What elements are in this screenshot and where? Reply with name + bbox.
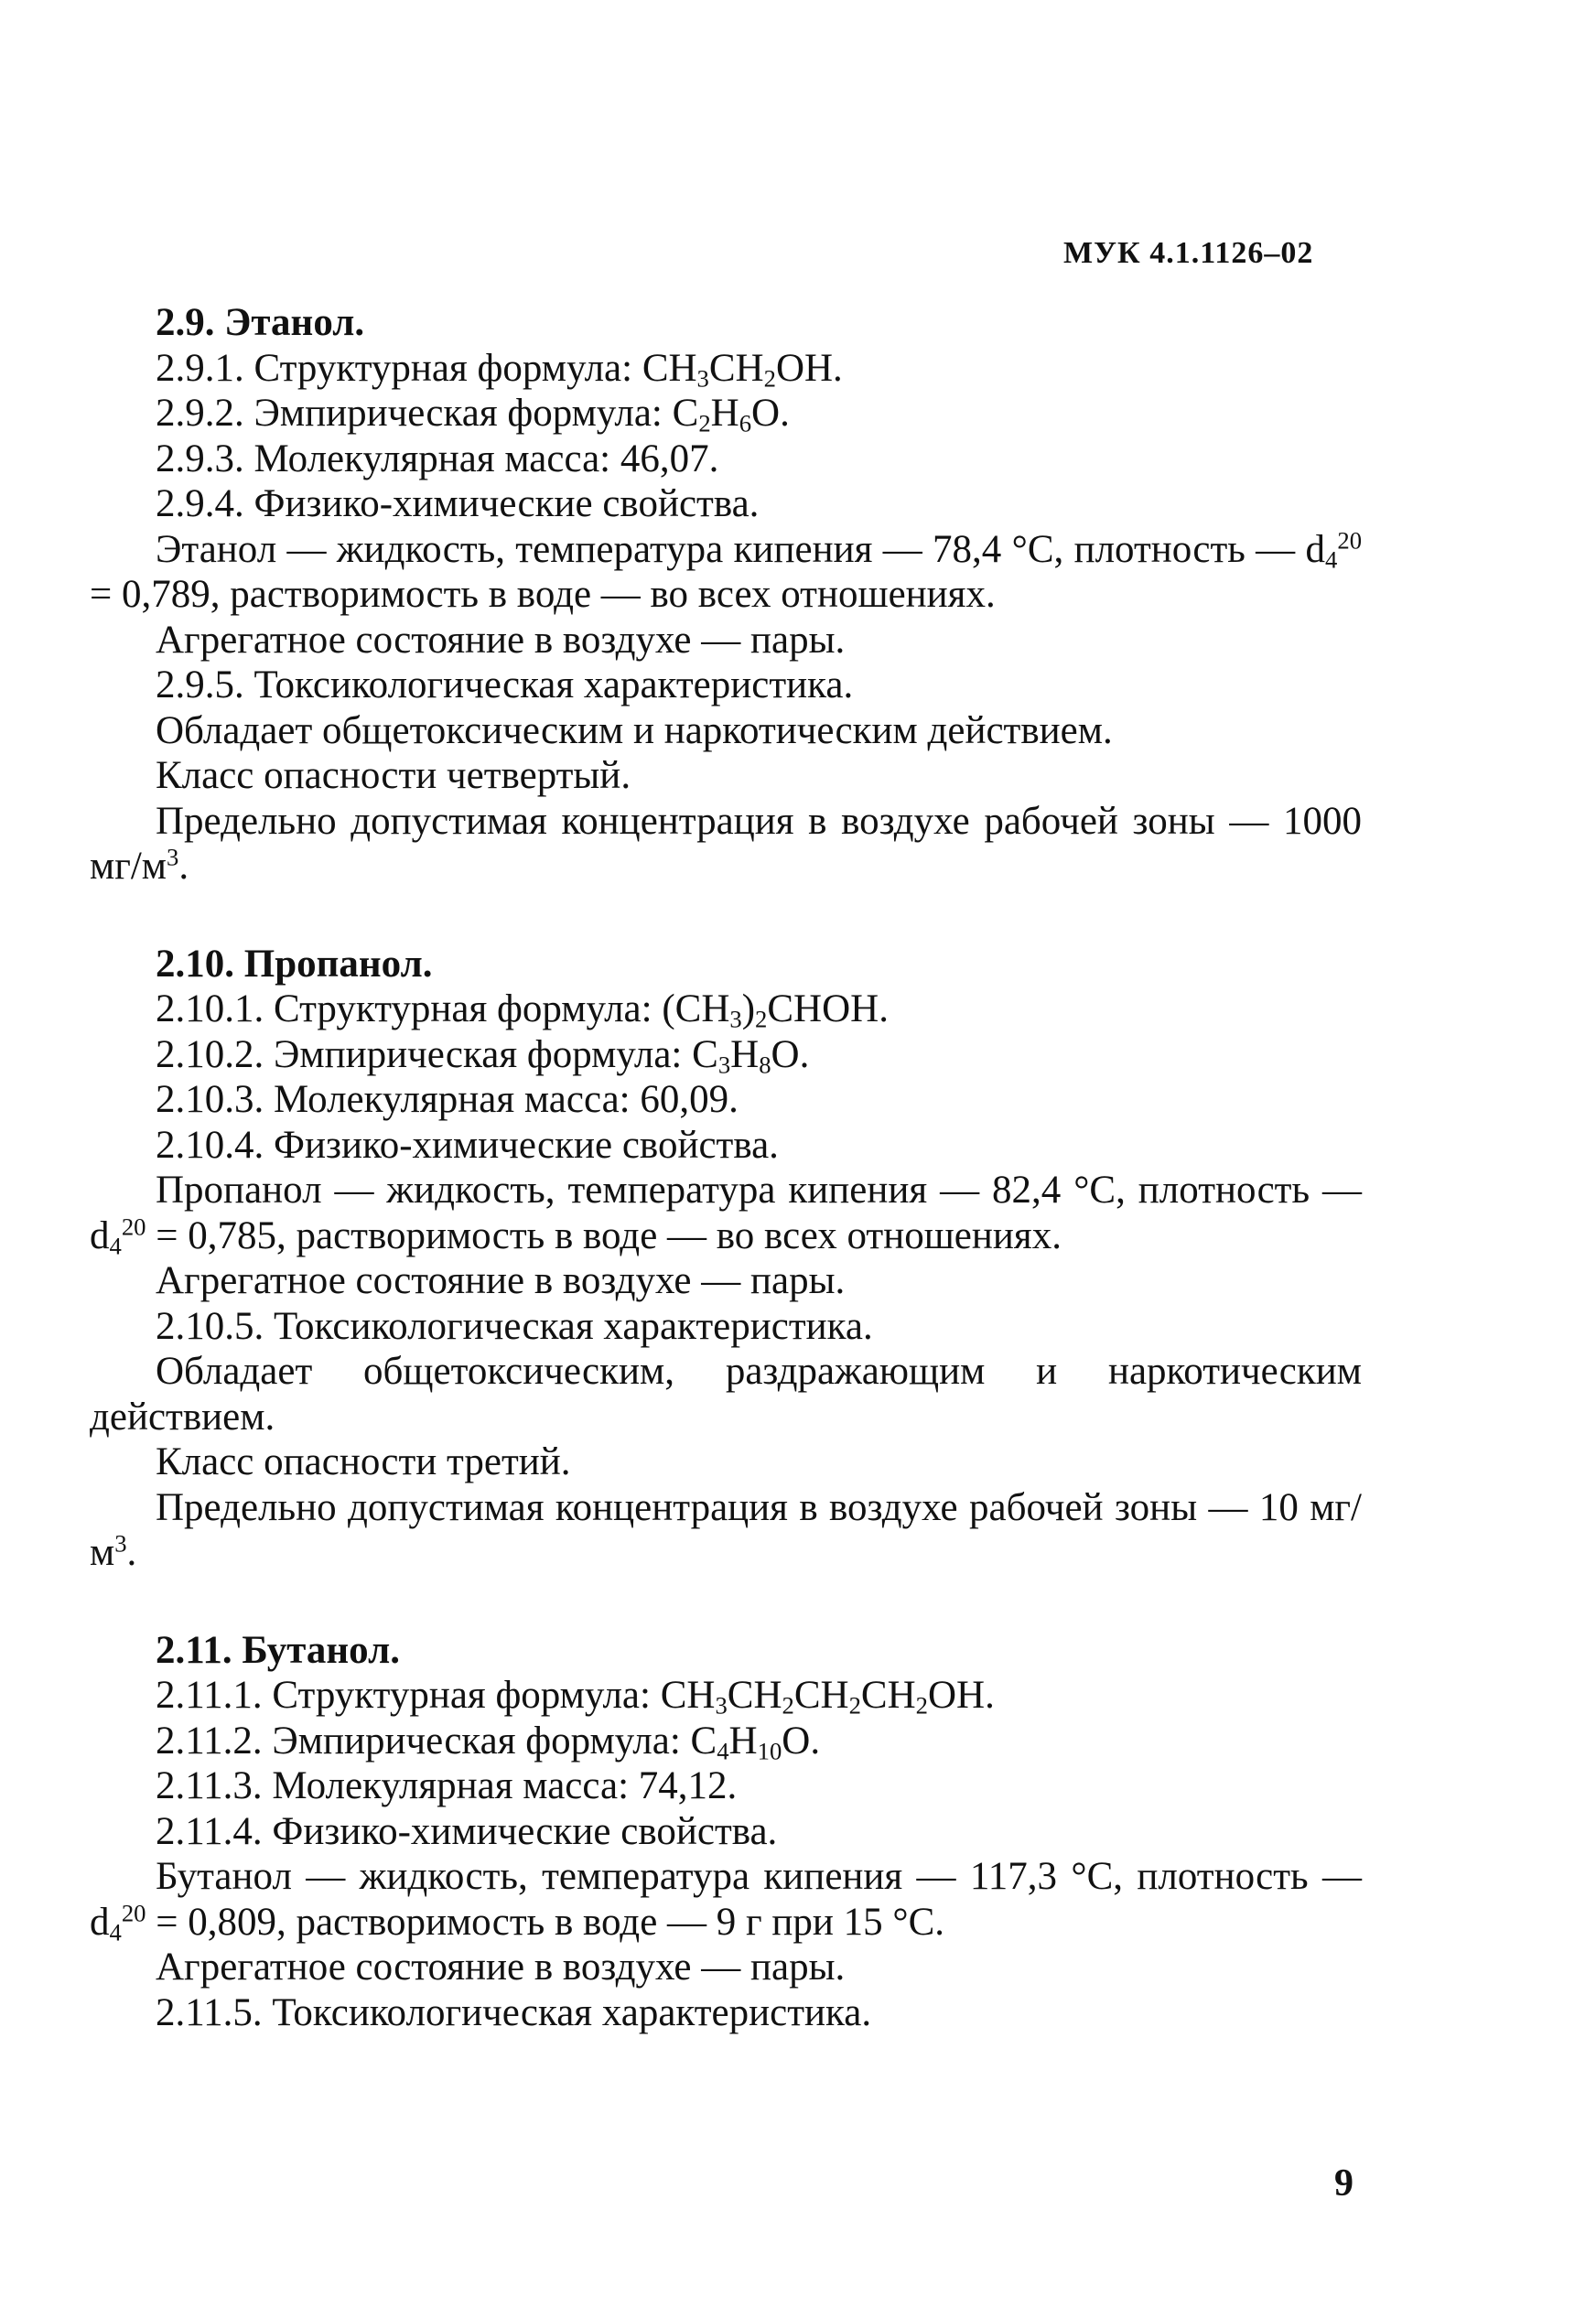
formula-subscript: 3 — [717, 1051, 731, 1079]
formula-part: O. — [751, 392, 790, 435]
formula-subscript: 2 — [782, 1691, 794, 1720]
max-concentration — [90, 799, 1362, 889]
formula-part: C — [690, 1719, 717, 1763]
formula-part: H — [730, 1032, 760, 1076]
formula-subscript: 4 — [717, 1737, 729, 1765]
formula-part: O. — [782, 1719, 821, 1763]
page-number: 9 — [1334, 2162, 1353, 2205]
formula-subscript: 2 — [848, 1691, 861, 1720]
hazard-class: Класс опасности третий. — [156, 1440, 571, 1483]
formula-subscript: 2 — [698, 409, 711, 437]
structural-formula-label: 2.10.1. Структурная формула: — [156, 987, 663, 1030]
toxicology-title: 2.9.5. Токсикологическая характеристика. — [156, 663, 854, 706]
formula-part: C — [692, 1032, 718, 1076]
properties-text-part: = 0,785, растворимость в воде — во всех отношениях. — [146, 1213, 1062, 1257]
density-superscript: 20 — [1337, 525, 1363, 554]
properties-text — [90, 1854, 1362, 1945]
max-concentration — [90, 1485, 1362, 1576]
formula-subscript: 3 — [729, 1005, 742, 1033]
formula-subscript: 8 — [759, 1051, 771, 1079]
formula-subscript: 10 — [757, 1737, 782, 1765]
formula-part: C — [672, 392, 699, 435]
properties-text-part: = 0,789, растворимость в воде — во всех отношениях. — [90, 573, 996, 616]
density-symbol: d — [90, 1213, 110, 1257]
unit-superscript: 3 — [114, 1529, 127, 1558]
formula-subscript: 2 — [915, 1691, 928, 1720]
formula-part: H — [710, 392, 739, 435]
aggregate-state: Агрегатное состояние в воздухе — пары. — [156, 618, 846, 662]
aggregate-state: Агрегатное состояние в воздухе — пары. — [156, 1259, 846, 1302]
density-subscript: 4 — [109, 1232, 122, 1260]
structural-formula-line — [90, 346, 1362, 392]
hazard-class: Класс опасности четвертый. — [156, 754, 631, 797]
max-concentration-end: . — [126, 1531, 137, 1574]
formula-part: CHOH. — [767, 987, 889, 1030]
molecular-mass: 2.9.3. Молекулярная масса: 46,07. — [156, 437, 719, 480]
empirical-formula-line — [90, 1032, 1362, 1078]
molecular-mass: 2.10.3. Молекулярная масса: 60,09. — [156, 1078, 739, 1121]
properties-text-part: Пропанол — жидкость, температура кипения — 82,4 °С, плотность — — [156, 1169, 1362, 1212]
properties-title: 2.11.4. Физико-химические свойства. — [156, 1809, 778, 1853]
formula-part: O. — [771, 1032, 810, 1076]
structural-formula-label: 2.9.1. Структурная формула: — [156, 346, 642, 390]
formula-part: CH — [793, 1674, 849, 1717]
section-ethanol — [90, 300, 1362, 889]
formula-subscript: 2 — [763, 364, 776, 393]
density-symbol: d — [1305, 527, 1326, 571]
max-concentration-text: Предельно допустимая концентрация в воздухе рабочей зоны — 10 мг/м — [90, 1485, 1362, 1574]
document-body — [90, 300, 1362, 2035]
empirical-formula-label: 2.9.2. Эмпирическая формула: — [156, 392, 673, 435]
formula-subscript: 3 — [696, 364, 709, 393]
toxic-effect: Обладает общетоксическим, раздражающим и наркотическим действием. — [90, 1350, 1362, 1439]
document-code: МУК 4.1.1126–02 — [1063, 236, 1314, 270]
formula-part: CH — [860, 1674, 916, 1717]
formula-part: CH — [708, 346, 764, 390]
formula-part: OH. — [775, 346, 843, 390]
unit-superscript: 3 — [167, 843, 179, 871]
toxicology-title: 2.11.5. Токсикологическая характеристика. — [156, 1990, 872, 2034]
structural-formula-line — [90, 1673, 1362, 1719]
section-title: 2.11. Бутанол. — [156, 1628, 400, 1672]
empirical-formula-label: 2.11.2. Эмпирическая формула: — [156, 1719, 691, 1763]
properties-title: 2.9.4. Физико-химические свойства. — [156, 482, 760, 525]
section-butanol — [90, 1628, 1362, 2036]
formula-part: (CH — [662, 987, 730, 1030]
max-concentration-end: . — [178, 845, 189, 888]
section-title: 2.10. Пропанол. — [156, 942, 433, 986]
structural-formula-line — [90, 986, 1362, 1032]
max-concentration-text: Предельно допустимая концентрация в воздухе рабочей зоны — 1000 мг/м — [90, 799, 1362, 888]
formula-part: H — [728, 1719, 758, 1763]
density-superscript: 20 — [121, 1898, 146, 1926]
properties-text-part: = 0,809, растворимость в воде — 9 г при 15 °С. — [146, 1900, 945, 1944]
formula-part: ) — [741, 987, 756, 1030]
aggregate-state: Агрегатное состояние в воздухе — пары. — [156, 1946, 846, 1989]
formula-part: CH — [642, 346, 697, 390]
molecular-mass: 2.11.3. Молекулярная масса: 74,12. — [156, 1764, 738, 1807]
formula-subscript: 2 — [755, 1005, 768, 1033]
toxicology-title: 2.10.5. Токсикологическая характеристика. — [156, 1304, 873, 1348]
properties-text — [90, 527, 1362, 618]
formula-part: OH. — [927, 1674, 995, 1717]
density-subscript: 4 — [109, 1918, 122, 1946]
properties-text — [90, 1168, 1362, 1258]
properties-text-part: Этанол — жидкость, температура кипения — 78,4 °С, плотность — — [156, 527, 1296, 571]
empirical-formula-line — [90, 1719, 1362, 1764]
density-symbol: d — [90, 1900, 110, 1944]
section-propanol — [90, 942, 1362, 1576]
toxic-effect: Обладает общетоксическим и наркотическим действием. — [156, 708, 1113, 752]
empirical-formula-line — [90, 391, 1362, 437]
formula-part: CH — [660, 1674, 716, 1717]
properties-title: 2.10.4. Физико-химические свойства. — [156, 1123, 779, 1167]
empirical-formula-label: 2.10.2. Эмпирическая формула: — [156, 1032, 693, 1076]
density-subscript: 4 — [1325, 545, 1338, 574]
section-title: 2.9. Этанол. — [156, 301, 365, 344]
density-superscript: 20 — [121, 1212, 146, 1240]
formula-subscript: 3 — [715, 1691, 728, 1720]
formula-part: CH — [727, 1674, 782, 1717]
properties-text-part: Бутанол — жидкость, температура кипения — 117,3 °С, плотность — — [156, 1855, 1362, 1898]
structural-formula-label: 2.11.1. Структурная формула: — [156, 1674, 661, 1717]
formula-subscript: 6 — [739, 409, 752, 437]
